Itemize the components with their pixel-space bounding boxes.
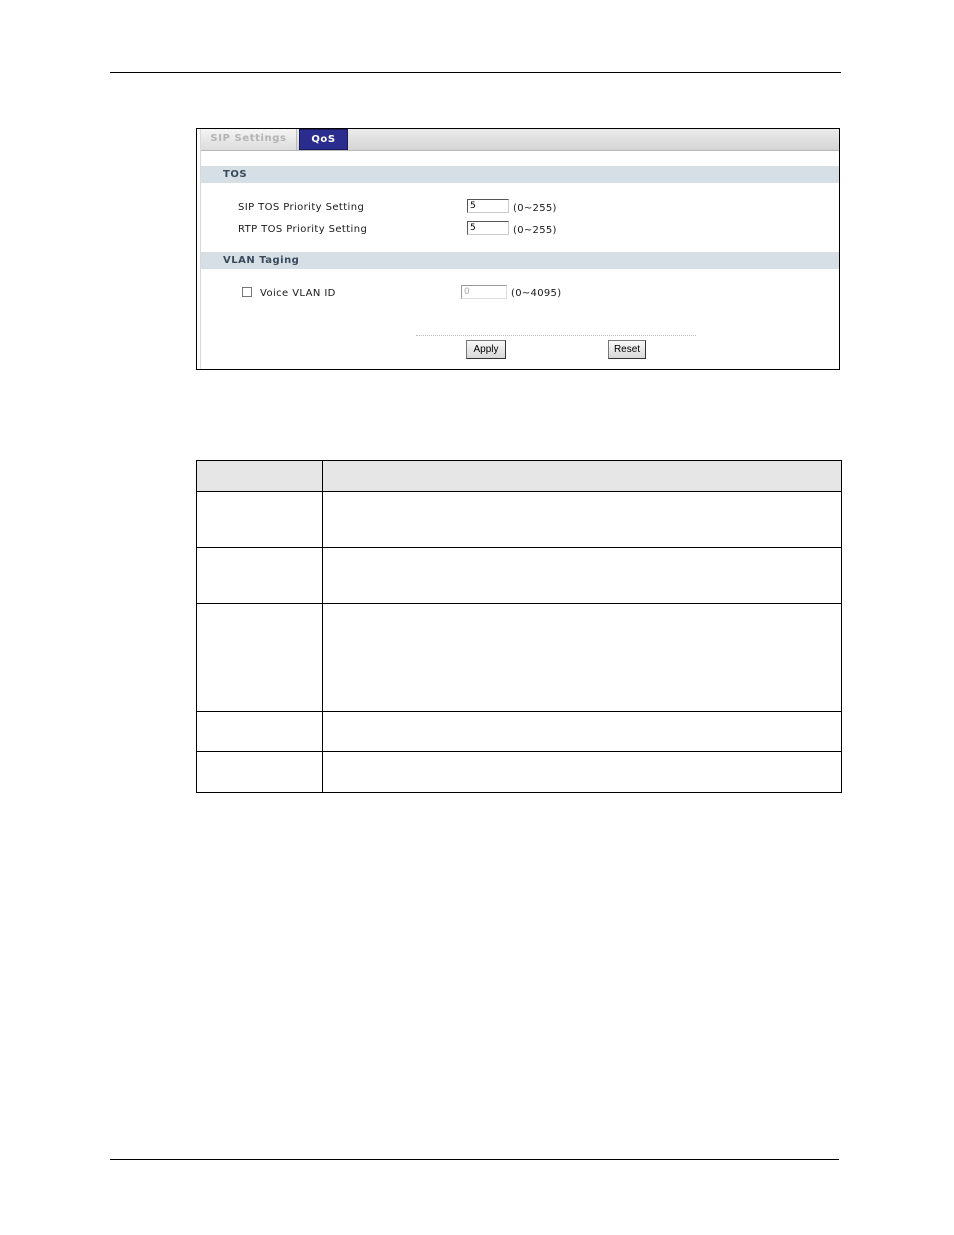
section-title-tos: TOS bbox=[201, 166, 839, 183]
table-header-label bbox=[197, 461, 323, 492]
tab-bar bbox=[201, 129, 839, 151]
table-header-row bbox=[197, 461, 842, 492]
sip-tos-label: SIP TOS Priority Setting bbox=[238, 202, 365, 213]
table-row bbox=[197, 548, 842, 604]
table-cell-description bbox=[323, 548, 842, 604]
table-cell-label bbox=[197, 548, 323, 604]
table-cell-label bbox=[197, 752, 323, 793]
table-cell-description bbox=[323, 492, 842, 548]
voice-vlan-label: Voice VLAN ID bbox=[260, 288, 336, 299]
apply-button[interactable]: Apply bbox=[466, 340, 506, 359]
table-cell-label bbox=[197, 492, 323, 548]
voice-vlan-range: (0~4095) bbox=[511, 288, 562, 299]
footer-rule bbox=[110, 1159, 839, 1160]
table-row bbox=[197, 752, 842, 793]
table-cell-description bbox=[323, 604, 842, 712]
tab-sip-settings[interactable]: SIP Settings bbox=[201, 129, 297, 150]
table-cell-label bbox=[197, 712, 323, 752]
rtp-tos-label: RTP TOS Priority Setting bbox=[238, 224, 368, 235]
field-description-table bbox=[196, 460, 842, 793]
rtp-tos-input[interactable] bbox=[467, 221, 509, 235]
table-row bbox=[197, 604, 842, 712]
table-cell-description bbox=[323, 712, 842, 752]
voice-vlan-input[interactable] bbox=[461, 285, 507, 299]
table-row bbox=[197, 492, 842, 548]
table-row bbox=[197, 712, 842, 752]
rtp-tos-range: (0~255) bbox=[513, 225, 557, 236]
panel-body bbox=[200, 129, 839, 369]
button-separator bbox=[416, 335, 696, 336]
qos-settings-screenshot bbox=[196, 128, 840, 370]
table-header-description bbox=[323, 461, 842, 492]
sip-tos-range: (0~255) bbox=[513, 203, 557, 214]
sip-tos-input[interactable] bbox=[467, 199, 509, 213]
reset-button[interactable]: Reset bbox=[608, 340, 646, 359]
section-title-vlan-tagging: VLAN Taging bbox=[201, 252, 839, 269]
header-rule bbox=[110, 72, 841, 73]
tab-qos[interactable]: QoS bbox=[299, 129, 348, 150]
table-cell-description bbox=[323, 752, 842, 793]
table-cell-label bbox=[197, 604, 323, 712]
voice-vlan-checkbox[interactable] bbox=[242, 287, 252, 297]
